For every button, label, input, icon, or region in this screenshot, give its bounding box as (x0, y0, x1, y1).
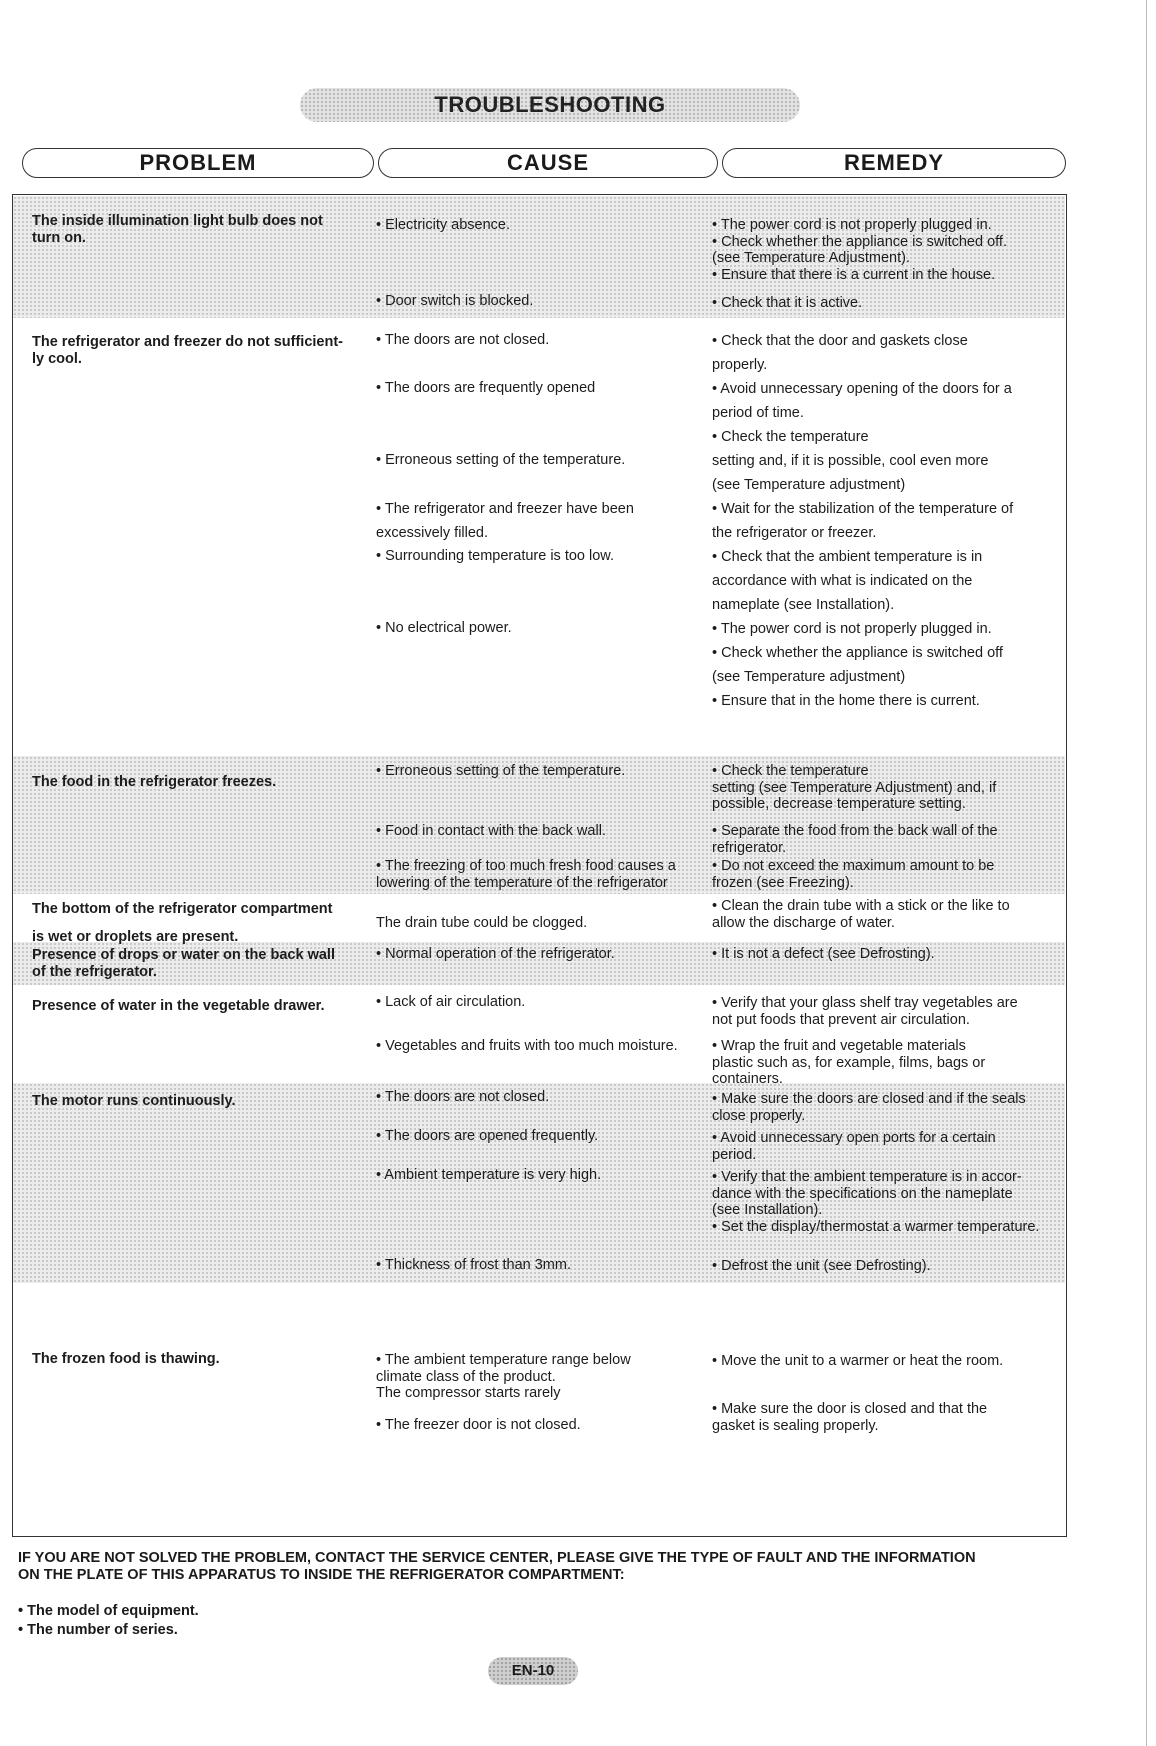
cause-text: The drain tube could be clogged. (376, 915, 588, 931)
remedy-text: • Check that the door and gaskets close properly. (712, 333, 968, 373)
service-notice: IF YOU ARE NOT SOLVED THE PROBLEM, CONTACT THE SERVICE CENTER, PLEASE GIVE THE TYPE OF FAULT AND THE INFORMATION ON THE PLATE OF THIS APPARATUS TO INSIDE THE REFRIGERATOR COMPARTMENT: (18, 1550, 976, 1583)
cause-text: • Surrounding temperature is too low. (376, 548, 615, 564)
remedy-text: • The power cord is not properly plugged in. • Check whether the appliance is switched off (see Temperature adjustment) • Ensure that in the home there is current. (712, 621, 1003, 709)
remedy-text: • Avoid unnecessary open ports for a certain period. (712, 1130, 996, 1163)
scan-edge-line (1146, 0, 1147, 1746)
cause-text: • Ambient temperature is very high. (376, 1167, 602, 1183)
cause-text: • The freezing of too much fresh food causes a lowering of the temperature of the refrigerator (376, 858, 676, 891)
remedy-text: • Check that it is active. (712, 295, 863, 311)
remedy-text: • The power cord is not properly plugged in. • Check whether the appliance is switched off. (see Temperature Adjustment). • Ensure that there is a current in the house. (712, 217, 1007, 283)
remedy-text: • Do not exceed the maximum amount to be frozen (see Freezing). (712, 858, 995, 891)
remedy-text: • Check the temperature setting (see Temperature Adjustment) and, if possible, decrease temperature setting. (712, 763, 997, 812)
cause-text: • The doors are opened frequently. (376, 1128, 599, 1144)
page-title: TROUBLESHOOTING (434, 92, 666, 117)
problem-text: The inside illumination light bulb does not turn on. (32, 213, 323, 246)
cause-text: • Vegetables and fruits with too much moisture. (376, 1038, 678, 1054)
cause-text: • The doors are not closed. (376, 1089, 550, 1105)
remedy-text: • Clean the drain tube with a stick or the like to allow the discharge of water. (712, 898, 1010, 931)
problem-text: The refrigerator and freezer do not sufficient- ly cool. (32, 334, 343, 367)
problem-text: The food in the refrigerator freezes. (32, 774, 277, 790)
remedy-text: • Wait for the stabilization of the temperature of the refrigerator or freezer. (712, 501, 1014, 541)
remedy-text: • Wrap the fruit and vegetable materials plastic such as, for example, films, bags or containers. (712, 1038, 986, 1087)
header-cause: CAUSE (378, 148, 718, 178)
cause-text: • The doors are not closed. (376, 332, 550, 348)
remedy-text: • Separate the food from the back wall of the refrigerator. (712, 823, 998, 856)
cause-text: • No electrical power. (376, 620, 512, 636)
cause-text: • Lack of air circulation. (376, 994, 526, 1010)
title-banner (300, 88, 800, 122)
problem-text: Presence of drops or water on the back wall of the refrigerator. (32, 947, 335, 980)
remedy-text: • Avoid unnecessary opening of the doors for a period of time. • Check the temperature (712, 381, 1012, 445)
footer-item: • The number of series. (18, 1622, 178, 1638)
remedy-text: • Defrost the unit (see Defrosting). (712, 1258, 931, 1274)
cause-text: • Erroneous setting of the temperature. (376, 452, 626, 468)
header-problem: PROBLEM (22, 148, 374, 178)
cause-text: • Electricity absence. (376, 217, 511, 233)
cause-text: • The ambient temperature range below climate class of the product. The compressor starts rarely (376, 1352, 631, 1401)
cause-text: • Normal operation of the refrigerator. (376, 946, 615, 962)
cause-text: • Thickness of frost than 3mm. (376, 1257, 571, 1273)
remedy-text: • Verify that the ambient temperature is in accor- dance with the specifications on the nameplate (see Installation). • Set the display/thermostat a warmer temperature. (712, 1169, 1040, 1235)
cause-text: • The doors are frequently opened (376, 380, 596, 396)
remedy-text: setting and, if it is possible, cool even more (see Temperature adjustment) (712, 453, 989, 493)
cause-text: • The freezer door is not closed. (376, 1417, 581, 1433)
remedy-text: • Make sure the door is closed and that the gasket is sealing properly. (712, 1401, 988, 1434)
problem-text: The frozen food is thawing. (32, 1351, 220, 1367)
cause-text: • Door switch is blocked. (376, 293, 534, 309)
problem-text: The motor runs continuously. (32, 1093, 236, 1109)
cause-text: • The refrigerator and freezer have been excessively filled. (376, 501, 634, 541)
footer-item: • The model of equipment. (18, 1603, 199, 1619)
header-remedy: REMEDY (722, 148, 1066, 178)
page-number-badge (488, 1657, 578, 1685)
remedy-text: • It is not a defect (see Defrosting). (712, 946, 935, 962)
problem-text: Presence of water in the vegetable drawer. (32, 998, 325, 1014)
cause-text: • Food in contact with the back wall. (376, 823, 606, 839)
remedy-text: • Move the unit to a warmer or heat the room. (712, 1353, 1004, 1369)
problem-text: The bottom of the refrigerator compartment is wet or droplets are present. (32, 901, 333, 945)
page-number: EN-10 (511, 1662, 555, 1679)
remedy-text: • Make sure the doors are closed and if the seals close properly. (712, 1091, 1026, 1124)
remedy-text: • Check that the ambient temperature is in accordance with what is indicated on the nameplate (see Installation). (712, 549, 983, 613)
remedy-text: • Verify that your glass shelf tray vegetables are not put foods that prevent air circulation. (712, 995, 1018, 1028)
cause-text: • Erroneous setting of the temperature. (376, 763, 626, 779)
